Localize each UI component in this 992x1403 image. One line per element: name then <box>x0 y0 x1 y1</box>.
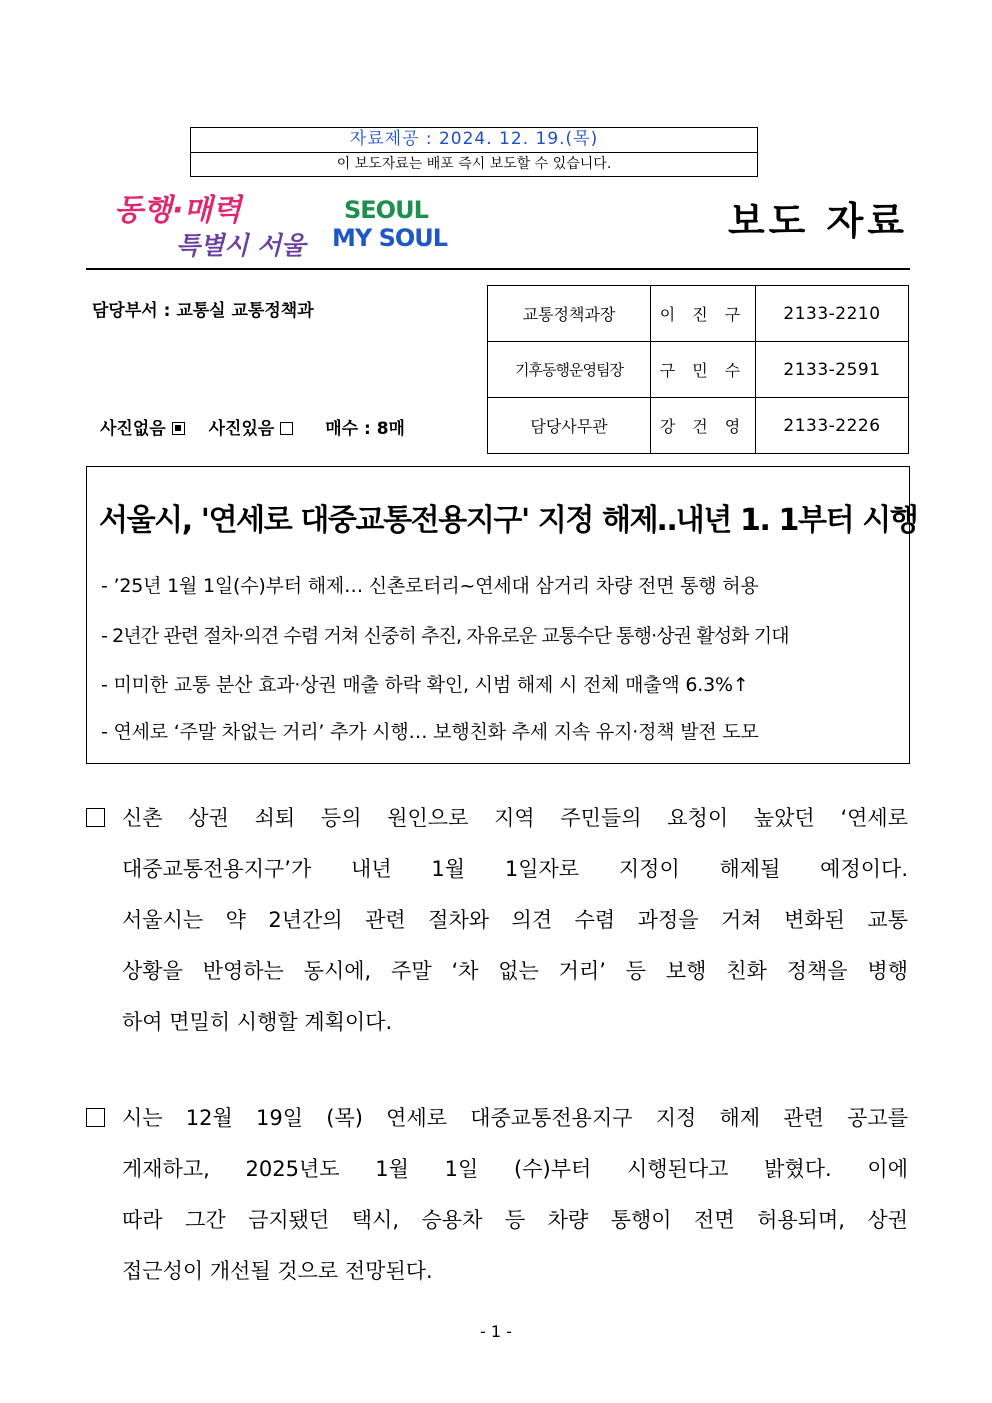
photo-count: 매수 : 8매 <box>325 419 405 439</box>
subpoint: - ’25년 1월 1일(수)부터 해제… 신촌로터리~연세대 삼거리 차량 전면 통행 허용 <box>101 575 759 597</box>
subpoint: - 2년간 관련 절차·의견 수렴 거쳐 신중히 추진, 자유로운 교통수단 통행·상권 활성화 기대 <box>101 625 789 647</box>
release-note: 이 보도자료는 배포 즉시 보도할 수 있습니다. <box>336 156 612 172</box>
header-divider <box>86 268 910 270</box>
headline: 서울시, '연세로 대중교통전용지구' 지정 해제‥내년 1. 1부터 시행 <box>99 503 918 538</box>
body-paragraph <box>86 1093 908 1303</box>
no-photo-checkbox-checked <box>172 422 185 435</box>
subpoint: - 미미한 교통 분산 효과·상권 매출 하락 확인, 시범 해제 시 전체 매출액 6.3%↑ <box>101 674 749 696</box>
paragraph-line: 하여 면밀히 시행할 계획이다. <box>122 1010 393 1034</box>
contact-row <box>488 398 909 454</box>
contact-position: 기후동행운영팀장 <box>488 342 651 398</box>
seoul-my-soul-logo <box>330 192 448 252</box>
square-bullet-icon <box>86 1108 105 1127</box>
headline-box <box>86 466 918 764</box>
paragraph-line: 신촌 상권 쇠퇴 등의 원인으로 지역 주민들의 요청이 높았던 ‘연세로 <box>122 806 908 830</box>
slogan-line2: 특별시 서울 <box>176 231 306 260</box>
contact-name: 강 건 영 <box>651 398 756 454</box>
contact-position: 교통정책과장 <box>488 286 651 342</box>
press-release-title: 보도 자료 <box>727 199 908 243</box>
contact-name: 이 진 구 <box>651 286 756 342</box>
square-bullet-icon <box>86 808 105 827</box>
paragraph-line: 대중교통전용지구’가 내년 1월 1일자로 지정이 해제될 예정이다. <box>122 857 908 881</box>
page-number: - 1 - <box>480 1322 512 1341</box>
contact-name: 구 민 수 <box>651 342 756 398</box>
no-photo-label: 사진없음 <box>100 419 166 439</box>
paragraph-line: 상황을 반영하는 동시에, 주말 ‘차 없는 거리’ 등 보행 친화 정책을 병행 <box>122 959 908 983</box>
contact-table <box>487 285 909 454</box>
brand-line2: MY SOUL <box>332 224 448 252</box>
paragraph-line: 시는 12월 19일 (목) 연세로 대중교통전용지구 지정 해제 관련 공고를 <box>122 1106 908 1130</box>
contact-row <box>488 342 909 398</box>
paragraph-line: 따라 그간 금지됐던 택시, 승용차 등 차량 통행이 전면 허용되며, 상권 <box>122 1208 908 1232</box>
body-paragraph <box>86 793 908 1053</box>
brand-line1: SEOUL <box>344 196 428 224</box>
contact-position: 담당사무관 <box>488 398 651 454</box>
contact-phone: 2133-2591 <box>756 342 909 398</box>
photo-info <box>100 414 405 439</box>
release-date: 자료제공 : 2024. 12. 19.(목) <box>191 128 757 153</box>
seoul-slogan-logo <box>112 190 306 262</box>
contact-phone: 2133-2210 <box>756 286 909 342</box>
department: 담당부서 : 교통실 교통정책과 <box>92 301 314 321</box>
has-photo-label: 사진있음 <box>208 419 275 439</box>
contact-row <box>488 286 909 342</box>
release-info-box <box>190 127 758 177</box>
subpoint: - 연세로 ‘주말 차없는 거리’ 추가 시행… 보행친화 추세 지속 유지·정책 발전 도모 <box>101 721 759 743</box>
paragraph-line: 접근성이 개선될 것으로 전망된다. <box>122 1259 433 1283</box>
slogan-line1: 동행·매력 <box>114 193 242 228</box>
paragraph-line: 게재하고, 2025년도 1월 1일 (수)부터 시행된다고 밝혔다. 이에 <box>122 1157 908 1181</box>
paragraph-line: 서울시는 약 2년간의 관련 절차와 의견 수렴 과정을 거쳐 변화된 교통 <box>122 908 908 932</box>
contact-phone: 2133-2226 <box>756 398 909 454</box>
has-photo-checkbox <box>280 422 293 435</box>
